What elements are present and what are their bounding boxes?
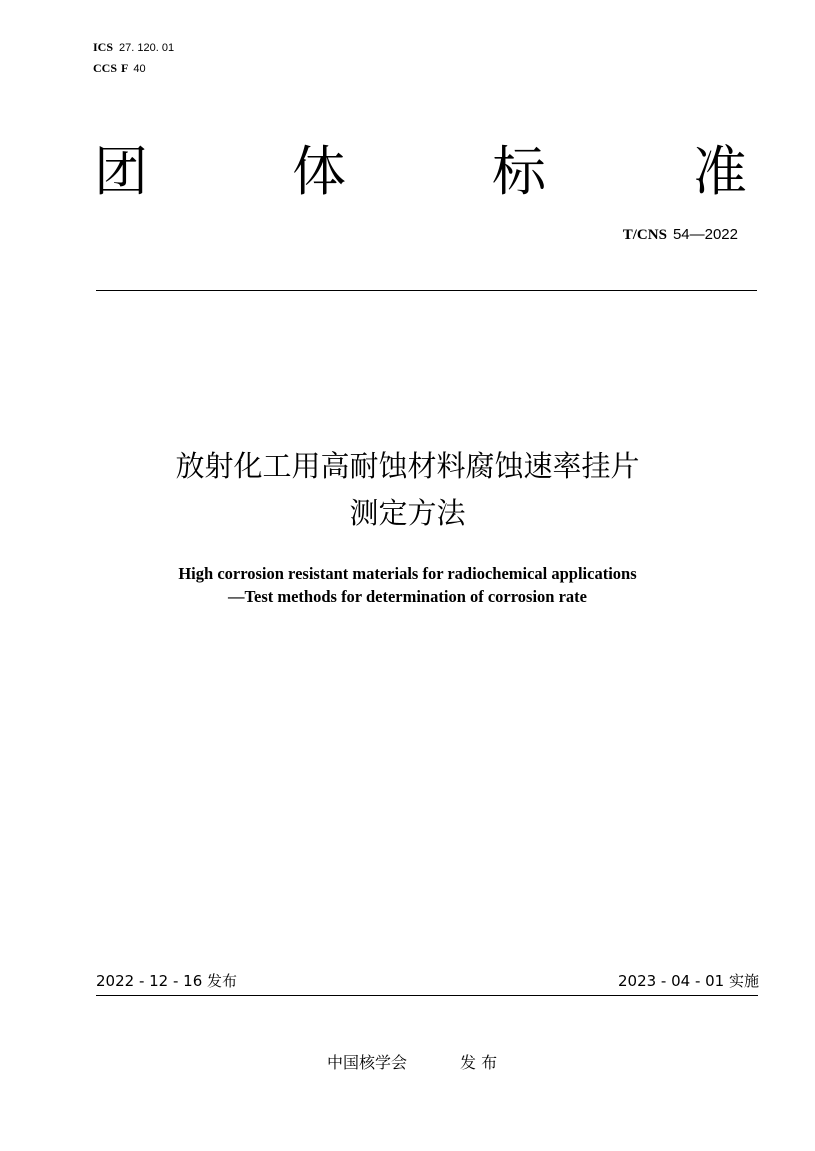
standard-number-prefix: T/CNS: [622, 227, 667, 243]
implement-date: 2023 - 04 - 01 实施: [617, 972, 759, 990]
ccs-letter: F: [121, 61, 129, 75]
footer-divider: [96, 995, 758, 996]
header-divider: [96, 290, 757, 291]
title-cn-line-1: 放射化工用高耐蚀材料腐蚀速率挂片: [175, 449, 640, 483]
ccs-value: 40: [133, 63, 146, 75]
standard-type-char-2: 体: [292, 140, 346, 203]
standard-number-value: 54—2022: [672, 226, 738, 243]
ics-value: 27. 120. 01: [119, 42, 175, 54]
ics-code: [93, 40, 174, 55]
ccs-label: CCS: [93, 61, 118, 75]
standard-type-char-1: 团: [94, 140, 148, 203]
title-en-line-1: High corrosion resistant materials for radiochemical applications: [178, 564, 637, 583]
ccs-code: [93, 61, 146, 76]
standard-type-char-3: 标: [492, 140, 546, 203]
ics-label: ICS: [93, 40, 114, 54]
title-cn-line-2: 测定方法: [349, 496, 466, 530]
issue-date: 2022 - 12 - 16 发布: [96, 972, 238, 990]
publisher-action: 发 布: [460, 1053, 498, 1072]
standard-number: [623, 225, 738, 244]
publisher-name: 中国核学会: [327, 1053, 408, 1072]
title-en-line-2: —Test methods for determination of corrosion rate: [228, 587, 587, 606]
standard-type-char-4: 准: [693, 140, 747, 203]
